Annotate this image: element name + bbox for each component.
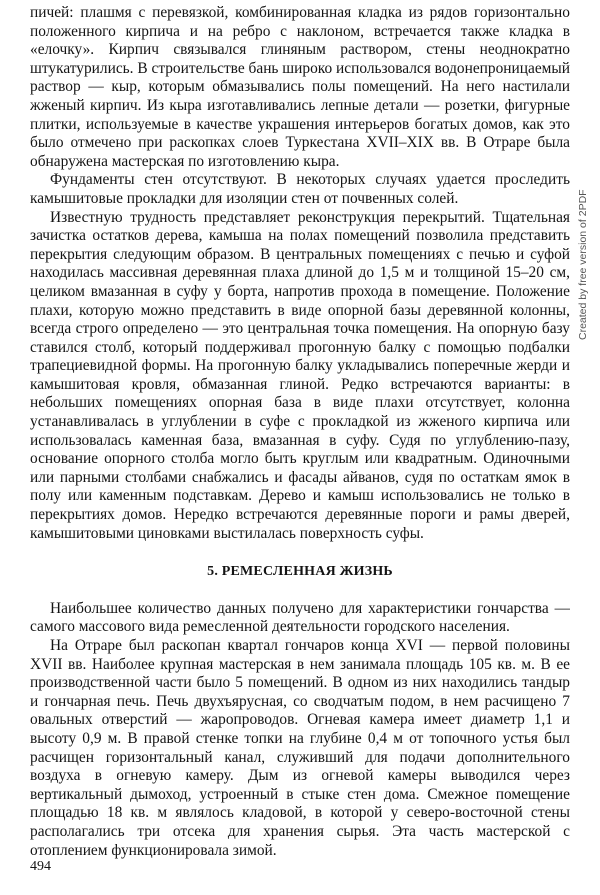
page-number: 494	[30, 859, 51, 874]
document-page	[30, 4, 570, 884]
paragraph-foundations: Фундаменты стен отсутствуют. В некоторых случаях удается проследить камышитовые прокладки для изоляции стен от почвенных солей.	[30, 171, 570, 207]
paragraph-roofing: Известную трудность представляет реконструкция перекрытий. Тщательная зачистка остатков дерева, камыша на полах помещений позволила представить перекрытия следующим образом. В центральных помещениях с печью и суфой находилась массивная деревянная плаха длиной до 1,5 м и толщиной 15–20 см, целиком вмазанная в суфу у борта, напротив прохода в помещение. Положение плахи, которую можно представить в виде опорной базы деревянной колонны, всегда строго определено — это центральная точка помещения. На опорную базу ставился столб, который поддерживал прогонную балку с помощью подбалки трапециевидной формы. На прогонную балку укладывались поперечные жерди и камышитовая кровля, обмазанная глиной. Редко встречаются варианты: в небольших помещениях опорная база в виде плахи отсутствует, колонна устанавливалась в углублении в суфе с прокладкой из жженого кирпича или использовалась каменная база, вмазанная в суфу. Судя по углублению-пазу, основание опорного столба могло быть круглым или квадратным. Одиночными или парными столбами снабжались и фасады айванов, судя по остаткам ямок в полу или каменным подставкам. Дерево и камыш использовались не только в перекрытиях домов. Нередко встречаются деревянные пороги и рамы дверей, камышитовыми циновками выстилалась поверхность суфы.	[30, 208, 570, 542]
section-heading: 5. РЕМЕСЛЕННАЯ ЖИЗНЬ	[207, 564, 393, 580]
paragraph-masonry: пичей: плашмя с перевязкой, комбинированная кладка из рядов горизонтально положенного кирпича и на ребро с наклоном, встречается также кладка в «елочку». Кирпич связывался глиняным раствором, стены неоднократно штукатурились. В строительстве бань широко использовался водонепроницаемый раствор — кыр, которым обмазывались полы помещений. На него настилали жженый кирпич. Из кыра изготавливались лепные детали — розетки, фигурные плитки, используемые в качестве украшения интерьеров богатых домов, как это было отмечено при раскопках слоев Туркестана XVII–XIX вв. В Отраре была обнаружена мастерская по изготовлению кыра.	[30, 4, 570, 170]
watermark-text: Created by free version of 2PDF	[577, 189, 589, 340]
paragraph-potters-quarter: На Отраре был раскопан квартал гончаров конца XVI — первой половины XVII вв. Наиболее крупная мастерская в нем занимала площадь 105 кв. м. В ее производственной части было 5 помещений. В одном из них находились тандыр и гончарная печь. Печь двухъярусная, со сводчатым подом, в нем расчищено 7 овальных отверстий — жаропроводов. Огневая камера имеет диаметр 1,1 и высоту 0,9 м. В правой стенке топки на глубине 0,4 м от топочного устья был расчищен горизонтальный канал, служивший для подачи дополнительного воздуха в огневую камеру. Дым из огневой камеры выводился через вертикальный дымоход, устроенный в стыке стен дома. Смежное помещение площадью 18 кв. м являлось кладовой, в которой у северо-восточной стены располагались три отсека для хранения сырья. Эта часть мастерской с отоплением функционировала зимой.	[30, 637, 570, 859]
paragraph-pottery-intro: Наибольшее количество данных получено для характеристики гончарства — самого массового вида ремесленной деятельности городского населения.	[30, 599, 570, 636]
